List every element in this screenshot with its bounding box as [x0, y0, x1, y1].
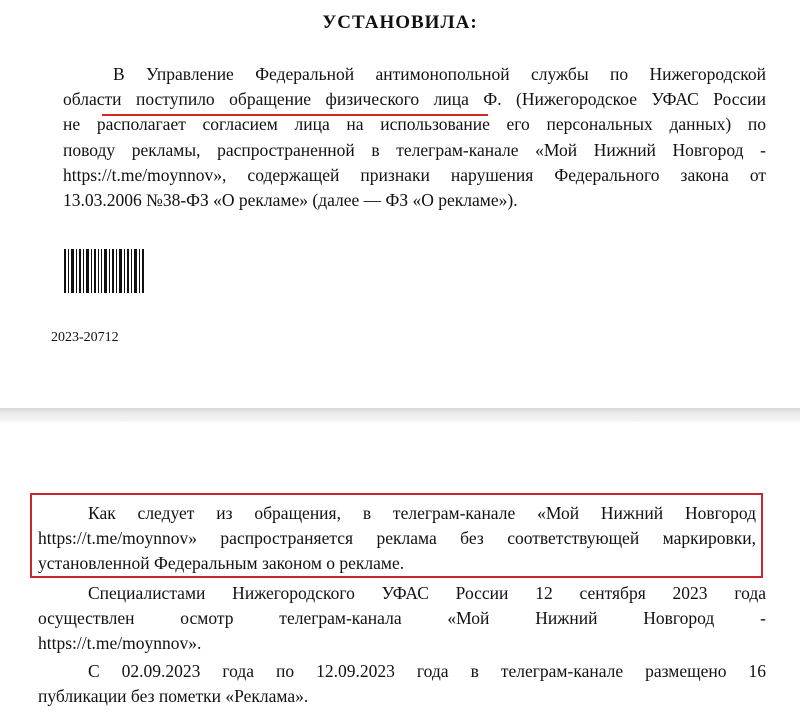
text-line: области поступило обращение физического лица Ф. (Нижегородское УФАС России [63, 89, 766, 110]
publication-paragraph [38, 659, 766, 709]
barcode-number: 2023-20712 [51, 330, 119, 345]
text-line: https://t.me/moynnov», содержащей признаки нарушения Федерального закона от [63, 164, 766, 185]
text-line: https://t.me/moynnov» распространяется реклама без соответствующей маркировки, [38, 528, 756, 549]
text-line: не располагает согласием лица на использование его персональных данных) по [63, 114, 766, 135]
text-line: публикации без пометки «Реклама». [38, 686, 309, 707]
text-line: 13.03.2006 №38-ФЗ «О рекламе» (далее — ФЗ «О рекламе»). [63, 190, 518, 211]
text-line: Как следует из обращения, в телеграм-канале «Мой Нижний Новгород [88, 503, 756, 523]
text-line: Специалистами Нижегородского УФАС России 12 сентября 2023 года [88, 583, 766, 603]
page-separator [0, 408, 800, 422]
section-heading: УСТАНОВИЛА: [322, 12, 478, 33]
text-line: https://t.me/moynnov». [38, 633, 202, 654]
text-line: установленной Федеральным законом о рекламе. [38, 553, 405, 574]
document-page-2 [0, 422, 800, 712]
barcode-image [64, 249, 144, 293]
inspection-paragraph [38, 581, 766, 657]
text-line: поводу рекламы, распространенной в телеграм-канале «Мой Нижний Новгород - [63, 139, 766, 160]
text-line: С 02.09.2023 года по 12.09.2023 года в телеграм-канале размещено 16 [88, 661, 766, 681]
text-line: В Управление Федеральной антимонопольной службы по Нижегородской [113, 64, 766, 84]
text-line: осуществлен осмотр телеграм-канала «Мой Нижний Новгород - [38, 608, 766, 629]
boxed-paragraph [38, 501, 756, 577]
red-underline-annotation [102, 114, 488, 116]
intro-paragraph [63, 62, 766, 213]
